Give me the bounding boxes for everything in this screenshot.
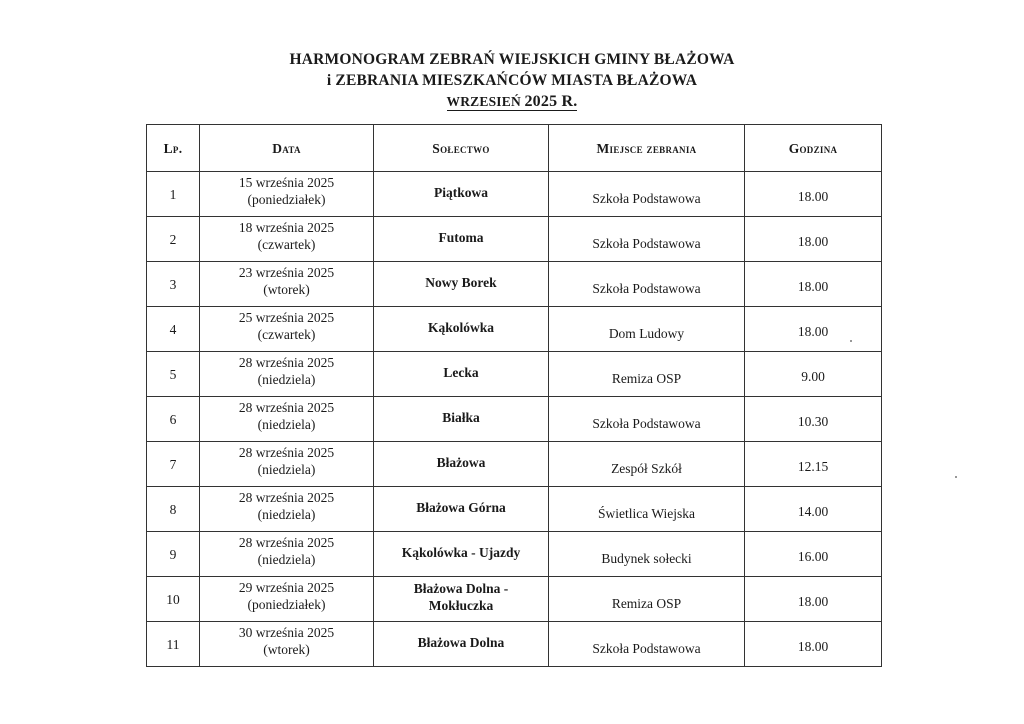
table-row [147, 487, 882, 532]
day-text: (niedziela) [257, 372, 316, 387]
table-row [147, 397, 882, 442]
cell-solectwo [374, 352, 549, 397]
cell-hour [745, 532, 882, 577]
solectwo-text: Futoma [438, 229, 484, 245]
place-text: Świetlica Wiejska [597, 505, 696, 521]
cell-lp: 4 [147, 307, 200, 352]
table-row [147, 352, 882, 397]
table-row [147, 577, 882, 622]
cell-place [549, 397, 745, 442]
subtitle-year: 2025 R. [524, 93, 578, 110]
solectwo-text: Kąkolówka - Ujazdy [401, 544, 521, 560]
cell-solectwo [374, 307, 549, 352]
cell-place [549, 307, 745, 352]
place-text: Remiza OSP [611, 370, 682, 386]
cell-date [200, 577, 374, 622]
cell-hour [745, 262, 882, 307]
cell-date [200, 172, 374, 217]
place-text: Szkoła Podstawowa [592, 280, 701, 296]
place-text: Dom Ludowy [608, 325, 685, 341]
day-text: (poniedziałek) [247, 597, 326, 612]
cell-date [200, 532, 374, 577]
place-text: Szkoła Podstawowa [592, 235, 701, 251]
date-text: 29 września 2025 [238, 580, 335, 595]
cell-hour [745, 577, 882, 622]
date-text: 15 września 2025 [238, 175, 335, 190]
hour-text: 9.00 [801, 368, 825, 384]
cell-hour [745, 487, 882, 532]
cell-date [200, 442, 374, 487]
header-date: Data [200, 125, 374, 172]
header-place: Miejsce zebrania [549, 125, 745, 172]
table-row [147, 307, 882, 352]
cell-date [200, 352, 374, 397]
cell-lp: 7 [147, 442, 200, 487]
day-text: (niedziela) [257, 507, 316, 522]
place-text: Budynek sołecki [601, 550, 692, 566]
cell-place [549, 622, 745, 667]
cell-solectwo [374, 442, 549, 487]
document-title-line-1: HARMONOGRAM ZEBRAŃ WIEJSKICH GMINY BŁAŻOWA [289, 51, 735, 68]
hour-text: 10.30 [797, 413, 829, 429]
hour-text: 18.00 [797, 233, 829, 249]
hour-text: 18.00 [797, 278, 829, 294]
subtitle-month: WRZESIEŃ [446, 94, 521, 109]
cell-lp: 6 [147, 397, 200, 442]
scan-speck [955, 476, 957, 478]
cell-place [549, 217, 745, 262]
cell-solectwo [374, 622, 549, 667]
cell-lp: 3 [147, 262, 200, 307]
day-text: (niedziela) [257, 417, 316, 432]
cell-solectwo [374, 172, 549, 217]
table-body [147, 172, 882, 667]
cell-hour [745, 397, 882, 442]
solectwo-text: Błażowa Dolna [417, 634, 505, 650]
header-solectwo: Sołectwo [374, 125, 549, 172]
date-text: 28 września 2025 [238, 445, 335, 460]
cell-solectwo [374, 397, 549, 442]
place-text: Remiza OSP [611, 595, 682, 611]
cell-date [200, 622, 374, 667]
cell-date [200, 487, 374, 532]
hour-text: 18.00 [797, 593, 829, 609]
table-row [147, 532, 882, 577]
day-text: (wtorek) [263, 642, 310, 657]
cell-place [549, 352, 745, 397]
hour-text: 18.00 [797, 188, 829, 204]
table-row [147, 622, 882, 667]
date-text: 23 września 2025 [238, 265, 335, 280]
solectwo-text: Błażowa Górna [416, 499, 506, 515]
day-text: (poniedziałek) [247, 192, 326, 207]
solectwo-text: Kąkolówka [427, 319, 495, 335]
hour-text: 12.15 [797, 458, 829, 474]
day-text: (wtorek) [263, 282, 310, 297]
cell-lp: 2 [147, 217, 200, 262]
day-text: (czwartek) [257, 327, 316, 342]
cell-solectwo [374, 262, 549, 307]
date-text: 25 września 2025 [238, 310, 335, 325]
cell-lp: 11 [147, 622, 200, 667]
cell-place [549, 172, 745, 217]
cell-lp: 10 [147, 577, 200, 622]
cell-date [200, 217, 374, 262]
cell-hour [745, 172, 882, 217]
header-lp: Lp. [147, 125, 200, 172]
cell-hour [745, 217, 882, 262]
solectwo-text: Błażowa Dolna - Mokłuczka [413, 581, 509, 613]
cell-lp: 1 [147, 172, 200, 217]
day-text: (niedziela) [257, 552, 316, 567]
date-text: 28 września 2025 [238, 400, 335, 415]
date-text: 28 września 2025 [238, 490, 335, 505]
cell-solectwo [374, 487, 549, 532]
table-header-row [147, 125, 882, 172]
cell-solectwo [374, 532, 549, 577]
day-text: (czwartek) [257, 237, 316, 252]
document-subtitle-month [0, 93, 1024, 111]
date-text: 30 września 2025 [238, 625, 335, 640]
table-row [147, 442, 882, 487]
cell-date [200, 397, 374, 442]
hour-text: 18.00 [797, 638, 829, 654]
header-hour: Godzina [745, 125, 882, 172]
cell-place [549, 442, 745, 487]
cell-lp: 5 [147, 352, 200, 397]
date-text: 28 września 2025 [238, 535, 335, 550]
cell-date [200, 307, 374, 352]
cell-place [549, 577, 745, 622]
cell-solectwo [374, 577, 549, 622]
cell-hour [745, 442, 882, 487]
place-text: Szkoła Podstawowa [592, 190, 701, 206]
solectwo-text: Błażowa [436, 454, 486, 470]
cell-date [200, 262, 374, 307]
solectwo-text: Lecka [443, 364, 479, 380]
solectwo-text: Piątkowa [434, 184, 488, 200]
table-row [147, 217, 882, 262]
day-text: (niedziela) [257, 462, 316, 477]
place-text: Szkoła Podstawowa [592, 415, 701, 431]
scan-speck [850, 340, 852, 342]
solectwo-text: Białka [442, 409, 480, 425]
place-text: Szkoła Podstawowa [592, 640, 701, 656]
schedule-table [146, 124, 882, 667]
date-text: 28 września 2025 [238, 355, 335, 370]
cell-hour [745, 352, 882, 397]
hour-text: 14.00 [797, 503, 829, 519]
table-row [147, 172, 882, 217]
document-title-line-2: i ZEBRANIA MIESZKAŃCÓW MIASTA BŁAŻOWA [326, 72, 698, 89]
cell-solectwo [374, 217, 549, 262]
solectwo-text: Nowy Borek [425, 274, 497, 290]
cell-hour [745, 307, 882, 352]
cell-place [549, 532, 745, 577]
cell-lp: 9 [147, 532, 200, 577]
table-row [147, 262, 882, 307]
date-text: 18 września 2025 [238, 220, 335, 235]
cell-place [549, 487, 745, 532]
cell-lp: 8 [147, 487, 200, 532]
hour-text: 16.00 [797, 548, 829, 564]
hour-text: 18.00 [797, 323, 829, 339]
place-text: Zespół Szkół [611, 460, 682, 476]
cell-place [549, 262, 745, 307]
cell-hour [745, 622, 882, 667]
